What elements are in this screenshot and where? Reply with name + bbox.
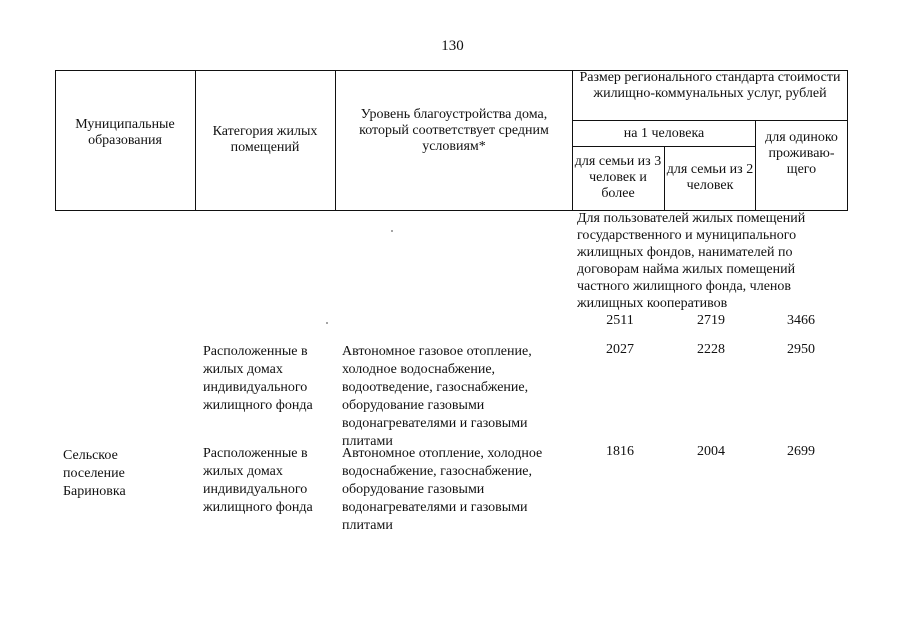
header-single: для одиноко проживаю-щего [765,130,838,177]
header-family3: для семьи из 3 человек и более [574,154,662,201]
row-family2: 2228 [697,342,725,357]
row-category: Расположенные в жилых домах индивидуального жилищного фонда [203,344,313,413]
total-family2: 2719 [697,313,725,328]
page-number: 130 [441,38,464,54]
header-standard-size: Размер регионального стандарта стоимости жилищно-коммунальных услуг, рублей [579,70,841,101]
row-family2: 2004 [697,444,725,459]
section-note: Для пользователей жилых помещений государственного и муниципального жилищных фондов, нанимателей по договорам найма жилых помещений частного жилищного фонда, членов жилищных кооперативов [577,211,806,311]
header-category: Категория жилых помещений [212,124,318,155]
scan-speck [326,322,328,324]
row-single: 2699 [787,444,815,459]
row-amenities: Автономное отопление, холодное водоснабжение, газоснабжение, оборудование газовыми водонагревателями и газовыми плитами [342,446,543,533]
total-family3: 2511 [606,313,634,328]
scan-speck [391,230,393,232]
header-family2: для семьи из 2 человек [666,162,754,193]
total-single: 3466 [787,313,815,328]
municipality-name: Сельское поселение Бариновка [63,448,126,499]
header-municipality: Муниципальные образования [75,117,175,148]
header-amenities: Уровень благоустройства дома, который соответствует средним условиям* [359,107,549,154]
row-amenities: Автономное газовое отопление, холодное водоснабжение, водоотведение, газоснабжение, оборудование газовыми водонагревателями и газовыми плитами [342,344,532,449]
header-per-person: на 1 человека [623,126,705,141]
row-family3: 2027 [606,342,634,357]
row-category: Расположенные в жилых домах индивидуального жилищного фонда [203,446,313,515]
row-single: 2950 [787,342,815,357]
row-family3: 1816 [606,444,634,459]
